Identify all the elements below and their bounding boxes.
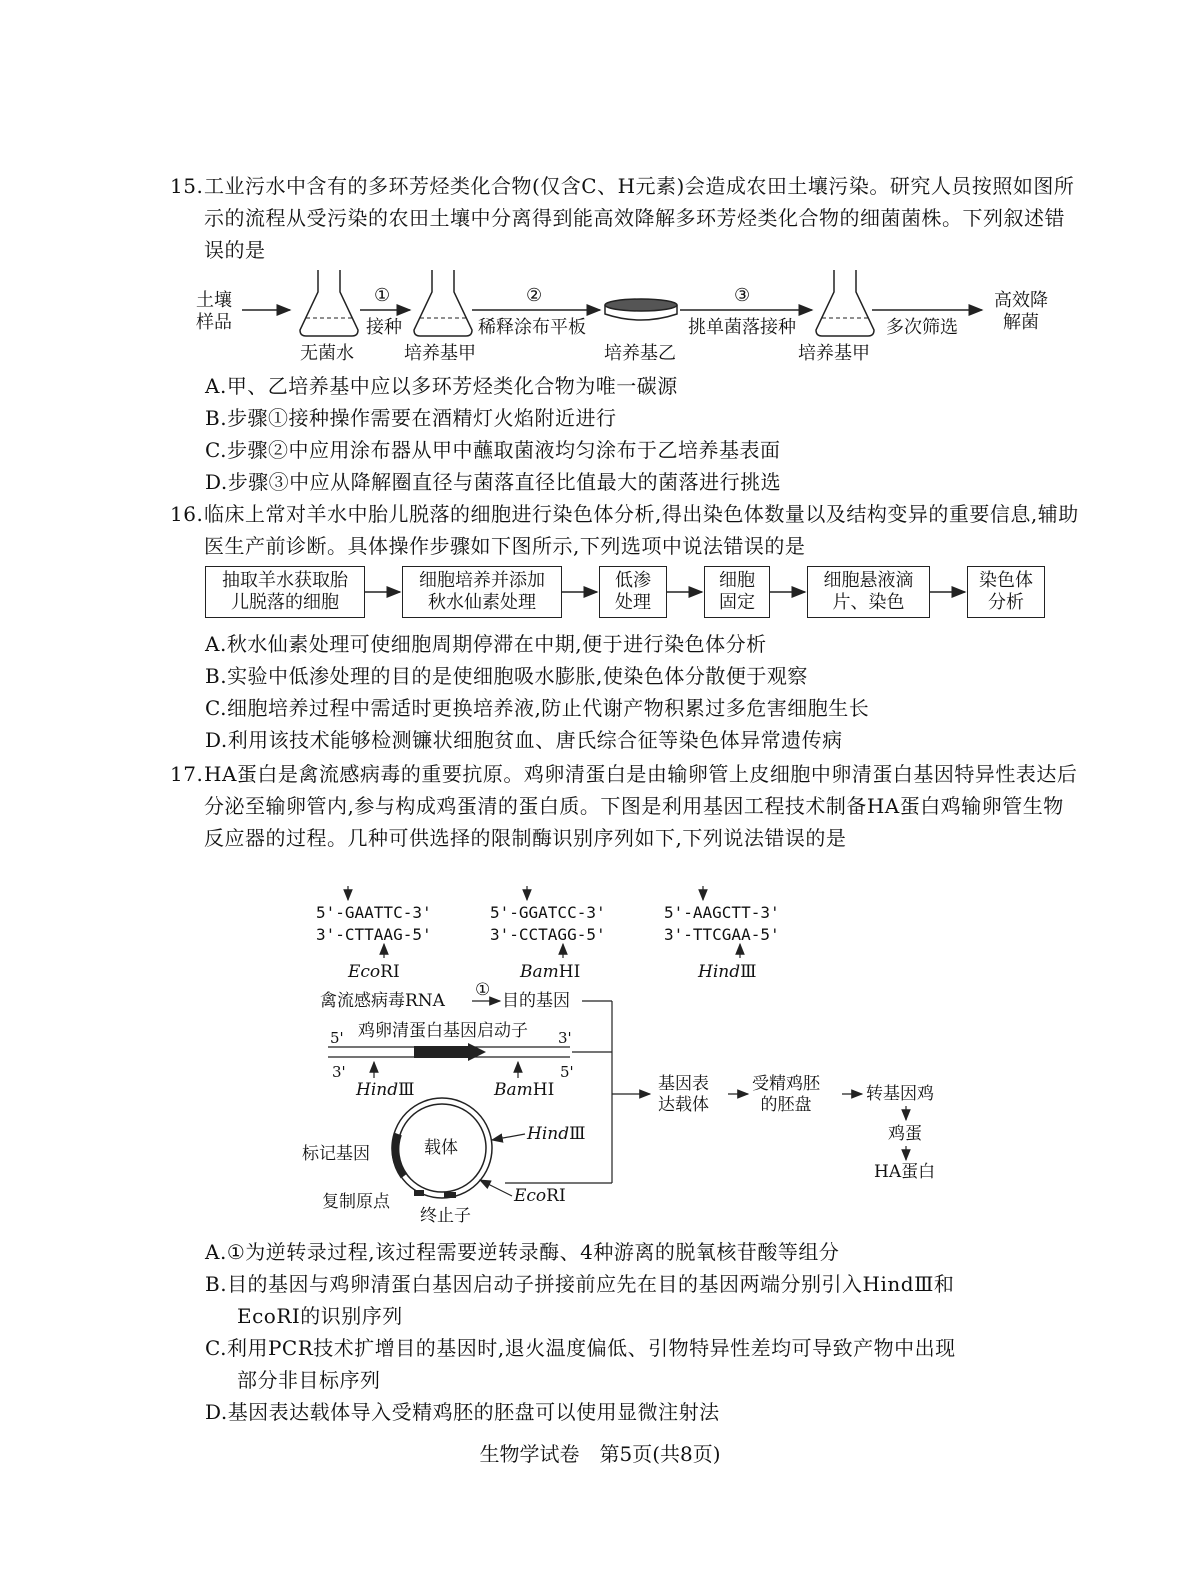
- option-text: 甲、乙培养基中应以多环芳烃类化合物为唯一碳源: [226, 374, 678, 398]
- flow-step-line: 染色体: [979, 570, 1033, 591]
- dna-3prime-top: 3': [558, 1029, 572, 1047]
- option-text: 步骤①接种操作需要在酒精灯火焰附近进行: [227, 406, 617, 430]
- option-text: 目的基因与鸡卵清蛋白基因启动子拼接前应先在目的基因两端分别引入HindⅢ和: [227, 1272, 955, 1296]
- option-label: D.: [205, 470, 228, 494]
- option-text: 利用该技术能够检测镰状细胞贫血、唐氏综合征等染色体异常遗传病: [227, 728, 843, 752]
- question-number: 16.: [170, 502, 204, 526]
- option-label: D.: [205, 1400, 228, 1424]
- medium-b-label: 培养基乙: [604, 343, 676, 364]
- flow-step-line: 低渗: [615, 570, 651, 591]
- vector-ecori-site: EcoRⅠ: [514, 1186, 566, 1206]
- marker-gene-label: 标记基因: [302, 1144, 370, 1164]
- ecori-seq-top: 5'-GAATTC-3': [316, 903, 432, 922]
- page-footer: 生物学试卷 第5页(共8页): [479, 1442, 721, 1466]
- flow-step-line: 抽取羊水获取胎: [222, 570, 348, 591]
- dna-bamhi-site: BamHⅠ: [494, 1080, 555, 1100]
- flow-step-line: 分析: [988, 592, 1024, 613]
- step2-label: 稀释涂布平板: [478, 317, 586, 338]
- option-text: 利用PCR技术扩增目的基因时,退火温度偏低、引物特异性差均可导致产物中出现: [226, 1336, 956, 1360]
- option-text: 基因表达载体导入受精鸡胚的胚盘可以使用显微注射法: [227, 1400, 720, 1424]
- option-label: C.: [205, 1336, 227, 1360]
- option-label: A.: [205, 1240, 227, 1264]
- option-text: 秋水仙素处理可使细胞周期停滞在中期,便于进行染色体分析: [226, 632, 767, 656]
- step4-label: 多次筛选: [886, 317, 958, 338]
- option-label: A.: [205, 374, 227, 398]
- flow-step-line: 处理: [615, 592, 651, 613]
- medium-a-label-2: 培养基甲: [798, 343, 870, 364]
- expression-vector-label: 基因表 达载体: [658, 1074, 709, 1115]
- dna-3prime-bottom: 3': [332, 1063, 346, 1081]
- bamhi-seq-bottom: 3'-CCTAGG-5': [490, 925, 606, 944]
- flow-step-line: 细胞悬液滴: [823, 570, 914, 591]
- promoter-arrow-icon: [468, 1043, 486, 1061]
- option-text-cont: 部分非目标序列: [237, 1368, 381, 1392]
- option-text: 细胞培养过程中需适时更换培养液,防止代谢产物积累过多危害细胞生长: [226, 696, 870, 720]
- dna-hindiii-site: HindⅢ: [356, 1080, 415, 1100]
- ecori-label: EcoRⅠ: [348, 962, 400, 982]
- result-label: 高效降解菌: [994, 290, 1048, 333]
- bamhi-seq-top: 5'-GGATCC-3': [490, 903, 606, 922]
- option-label: B.: [205, 1272, 228, 1296]
- step3-label: 挑单菌落接种: [688, 317, 796, 338]
- embryo-label: 受精鸡胚 的胚盘: [752, 1074, 820, 1115]
- option-text: 实验中低渗处理的目的是使细胞吸水膨胀,使染色体分散便于观察: [227, 664, 808, 688]
- ecori-seq-bottom: 3'-CTTAAG-5': [316, 925, 432, 944]
- option-text: 步骤③中应从降解圈直径与菌落直径比值最大的菌落进行挑选: [227, 470, 782, 494]
- ha-protein-label: HA蛋白: [874, 1162, 936, 1182]
- option-text: 步骤②中应用涂布器从甲中蘸取菌液均匀涂布于乙培养基表面: [226, 438, 781, 462]
- option-label: A.: [205, 632, 227, 656]
- vector-hindiii-site: HindⅢ: [527, 1124, 586, 1144]
- step1-label: 接种: [366, 317, 402, 338]
- option-text: ①为逆转录过程,该过程需要逆转录酶、4种游离的脱氧核苷酸等组分: [226, 1240, 840, 1264]
- option-b: [205, 1268, 1085, 1332]
- option-d: [205, 1396, 1085, 1428]
- promoter-label: 鸡卵清蛋白基因启动子: [358, 1021, 528, 1041]
- target-gene-label: 目的基因: [502, 991, 570, 1011]
- hindiii-label: HindⅢ: [698, 962, 757, 982]
- option-text-cont: EcoRⅠ的识别序列: [237, 1304, 403, 1328]
- option-label: B.: [205, 406, 228, 430]
- option-label: D.: [205, 728, 228, 752]
- vector-label: 载体: [424, 1138, 458, 1158]
- step3-marker: ③: [734, 285, 751, 306]
- promoter-bar: [414, 1046, 468, 1058]
- hindiii-seq-top: 5'-AAGCTT-3': [664, 903, 780, 922]
- sterile-water-label: 无菌水: [300, 343, 354, 364]
- option-a: [205, 1236, 1085, 1268]
- step2-marker: ②: [526, 285, 543, 306]
- egg-label: 鸡蛋: [888, 1124, 922, 1144]
- option-c: [205, 1332, 1085, 1396]
- medium-a-label: 培养基甲: [404, 343, 476, 364]
- soil-sample-label: 土壤样品: [196, 290, 232, 333]
- hindiii-seq-bottom: 3'-TTCGAA-5': [664, 925, 780, 944]
- flow-step-line: 片、染色: [832, 592, 905, 613]
- question-stem: HA蛋白是禽流感病毒的重要抗原。鸡卵清蛋白是由输卵管上皮细胞中卵清蛋白基因特异性表达后分泌至输卵管内,参与构成鸡蛋清的蛋白质。下图是利用基因工程技术制备HA蛋白鸡输卵管生物反应器的过程。几种可供选择的限制酶识别序列如下,下列说法错误的是: [204, 762, 1078, 850]
- dna-5prime-bottom: 5': [560, 1063, 574, 1081]
- marker-gene-segment: [395, 1134, 404, 1176]
- question-stem: 临床上常对羊水中胎儿脱落的细胞进行染色体分析,得出染色体数量以及结构变异的重要信息,辅助医生产前诊断。具体操作步骤如下图所示,下列选项中说法错误的是: [204, 502, 1079, 558]
- virus-rna-label: 禽流感病毒RNA: [320, 991, 445, 1011]
- flow-step-line: 儿脱落的细胞: [231, 592, 339, 613]
- flow-step-line: 秋水仙素处理: [428, 592, 536, 613]
- ori-label: 复制原点: [322, 1192, 390, 1212]
- dna-5prime-top: 5': [330, 1029, 344, 1047]
- step1-marker: ①: [374, 285, 391, 306]
- option-label: B.: [205, 664, 228, 688]
- terminator-label: 终止子: [420, 1206, 471, 1226]
- bamhi-label: BamHⅠ: [520, 962, 581, 982]
- flow-step-line: 细胞培养并添加: [419, 570, 545, 591]
- ori-segment: [414, 1190, 424, 1196]
- question-number: 17.: [170, 762, 204, 786]
- flow-step-line: 细胞: [719, 570, 755, 591]
- option-label: C.: [205, 438, 227, 462]
- terminator-segment: [444, 1192, 456, 1198]
- question-stem: 工业污水中含有的多环芳烃类化合物(仅含C、H元素)会造成农田土壤污染。研究人员按照如图所示的流程从受污染的农田土壤中分离得到能高效降解多环芳烃类化合物的细菌菌株。下列叙述错误的是: [204, 174, 1075, 262]
- step1-marker: ①: [475, 980, 491, 1000]
- transgenic-chicken-label: 转基因鸡: [866, 1084, 934, 1104]
- flow-step-line: 固定: [719, 592, 755, 613]
- question-number: 15.: [170, 174, 204, 198]
- option-label: C.: [205, 696, 227, 720]
